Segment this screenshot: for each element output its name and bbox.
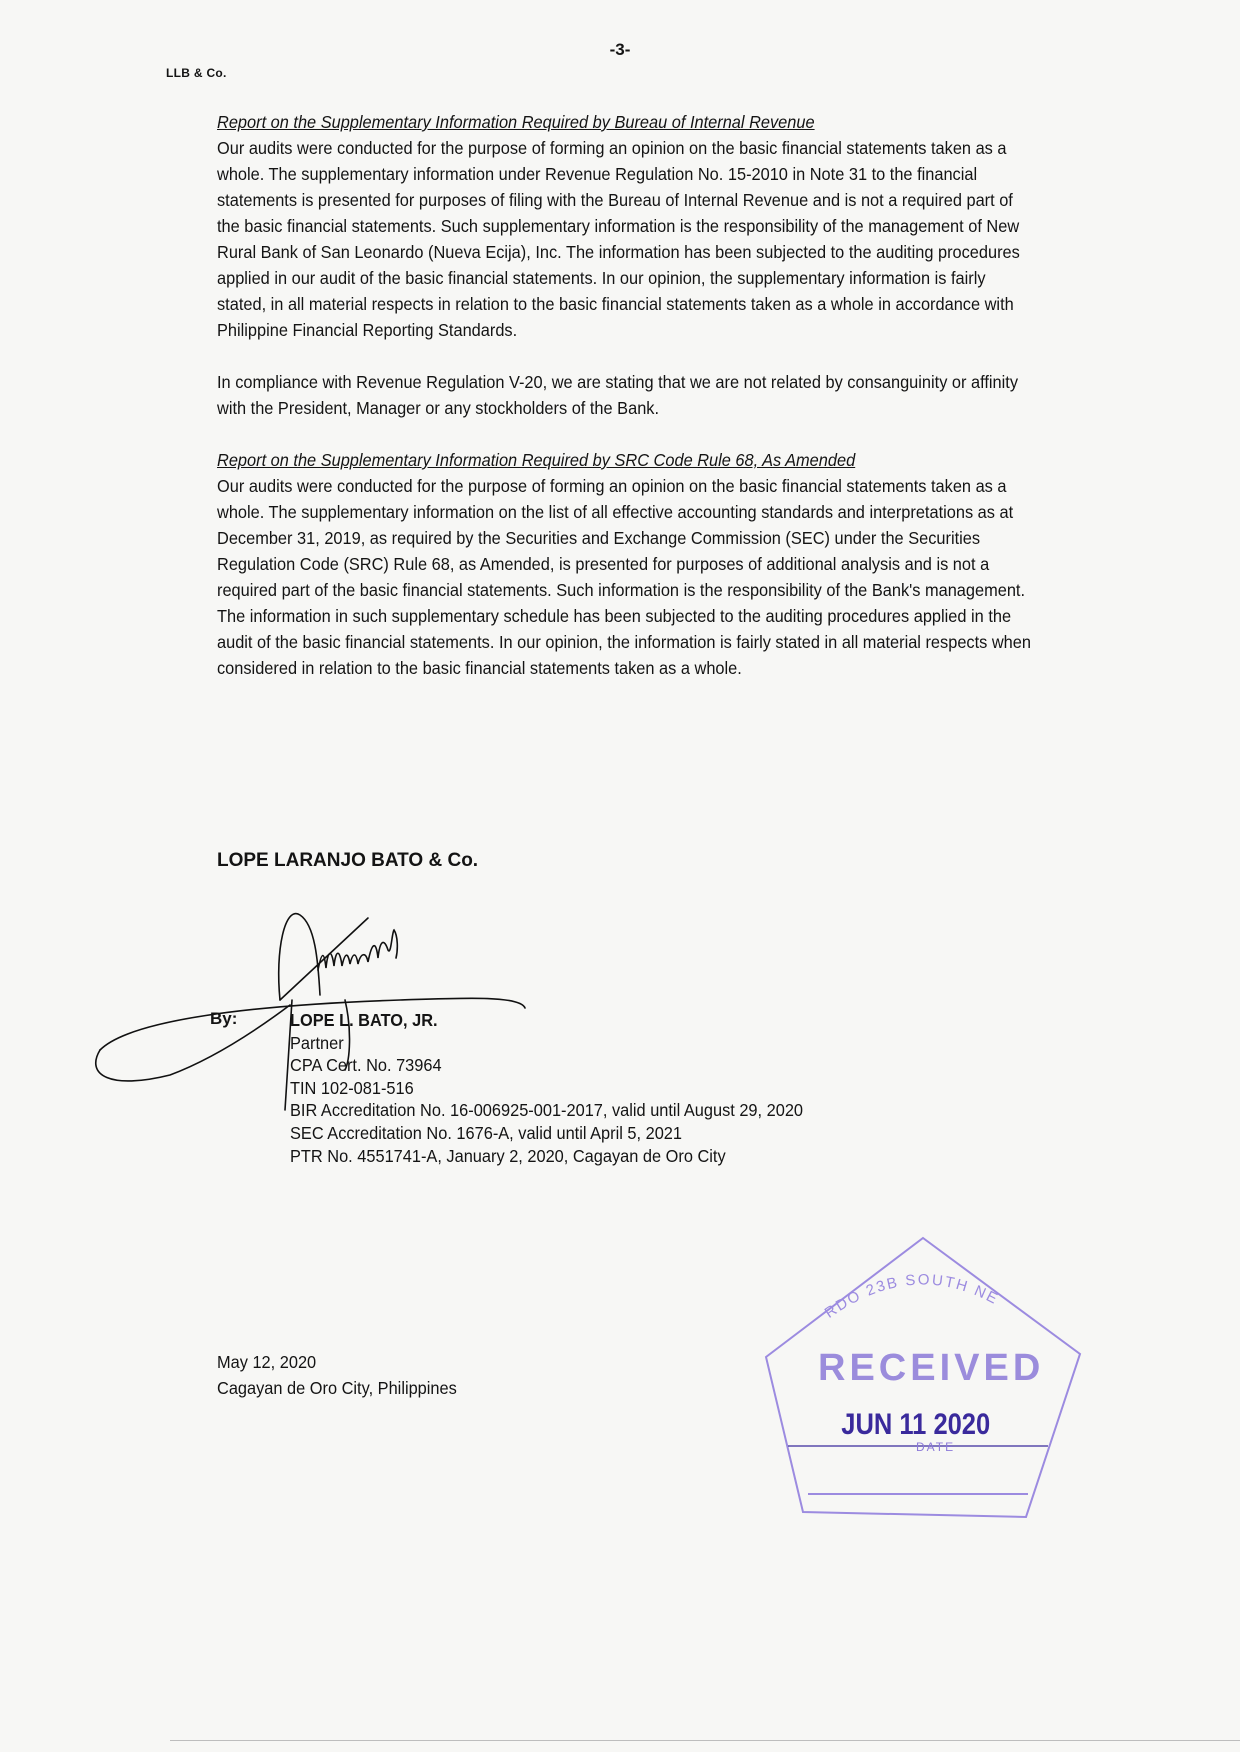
section-paragraph: Our audits were conducted for the purpose of forming an opinion on the basic financial statements taken as a whole. The supplementary information on the list of all effective accounting standards and interpretations as at December 31, 2019, as required by the Securities and Exchange Commission (SEC) under the Securities Regulation Code (SRC) Rule 68, as Amended, is presented for purposes of additional analysis and is not a required part of the basic financial statements. Such information is the responsibility of the Bank's management. The information in such supplementary schedule has been subjected to the auditing procedures applied in the audit of the basic financial statements. In our opinion, the information is fairly stated in all material respects when considered in relation to the basic financial statements taken as a whole. — [217, 476, 1031, 678]
section-paragraph: Our audits were conducted for the purpose of forming an opinion on the basic financial statements taken as a whole. The supplementary information under Revenue Regulation No. 15-2010 in Note 31 to the financial statements is presented for purposes of filing with the Bureau of Internal Revenue and is not a required part of the basic financial statements. Such supplementary information is the responsibility of the management of New Rural Bank of San Leonardo (Nueva Ecija), Inc. The information has been subjected to the auditing procedures applied in our audit of the basic financial statements. In our opinion, the supplementary information is fairly stated, in all material respects in relation to the basic financial statements taken as a whole in accordance with Philippine Financial Reporting Standards. — [217, 138, 1020, 340]
signer-title: Partner — [290, 1032, 344, 1053]
report-place: Cagayan de Oro City, Philippines — [217, 1378, 457, 1398]
date-place-block — [217, 1349, 457, 1401]
received-stamp — [758, 1232, 1088, 1522]
by-label: By: — [210, 1009, 238, 1028]
section-heading: Report on the Supplementary Information Required by Bureau of Internal Revenue — [217, 112, 815, 132]
ptr-number: PTR No. 4551741-A, January 2, 2020, Cagayan de Oro City — [290, 1145, 726, 1166]
section-heading: Report on the Supplementary Information Required by SRC Code Rule 68, As Amended — [217, 450, 856, 470]
stamp-status: RECEIVED — [818, 1347, 1045, 1389]
page-bottom-edge — [170, 1740, 1240, 1741]
section-paragraph: In compliance with Revenue Regulation V-20, we are stating that we are not related by consanguinity or affinity with the President, Manager or any stockholders of the Bank. — [217, 372, 1019, 418]
firm-name: LOPE LARANJO BATO & Co. — [217, 850, 479, 871]
report-date: May 12, 2020 — [217, 1352, 317, 1372]
page-number: -3- — [609, 40, 631, 59]
cpa-cert: CPA Cert. No. 73964 — [290, 1055, 442, 1076]
stamp-date: JUN 11 2020 — [841, 1408, 991, 1441]
sec-accreditation: SEC Accreditation No. 1676-A, valid until April 5, 2021 — [290, 1122, 683, 1143]
bir-accreditation: BIR Accreditation No. 16-006925-001-2017, valid until August 29, 2020 — [290, 1100, 804, 1121]
signer-details — [290, 1009, 803, 1167]
signer-name: LOPE L. BATO, JR. — [290, 1010, 438, 1030]
tin: TIN 102-081-516 — [290, 1077, 414, 1098]
stamp-office-text: RDO 23B SOUTH NE — [821, 1271, 1002, 1322]
firm-short-name: LLB & Co. — [166, 66, 227, 80]
stamp-date-label: DATE — [916, 1440, 956, 1454]
